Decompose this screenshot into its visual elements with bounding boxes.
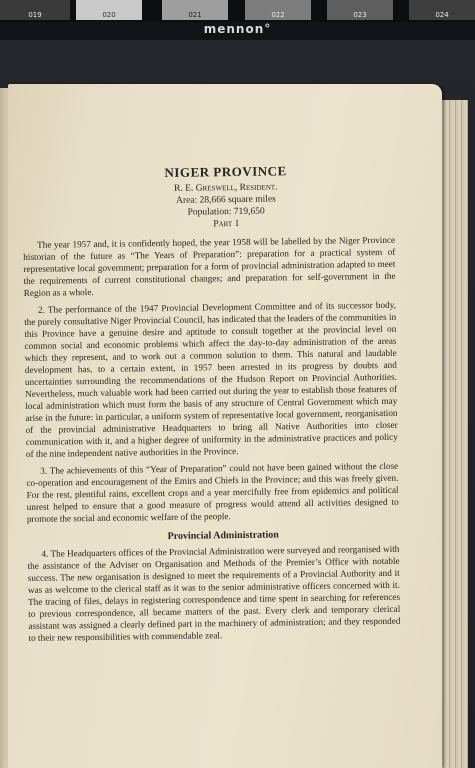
page-stack-edges — [440, 100, 468, 768]
document-meta — [22, 180, 395, 233]
paragraph-2: 2. The performance of the 1947 Provincial Development Committee and of its successor body, the purely consultative Niger Provincial Council, has indicated that the leaders of the communities in this Province have a genuine desire and aptitude to consult together at the provincial level on common social and economic problems which affect the day-to-day administration of the areas which they represent, and to work out a common solution to them. This natural and laudable development has, to a certain extent, in 1957 been arrested in its progress by doubts and uncertainties surrounding the recommendations of the Hudson Report on Provincial Authorities. Nevertheless, much valuable work had been carried out during the year to establish those features of local administration which must form the basis of any structure of Central Government which may arise in the future: in particular, a uniform system of representative local government, reorganisation of the provincial administrative Headquarters to bring all Native Authorities into closer communication with it, and a higher degree of uniformity in the administrative practices and policy of the nine independent native authorities in the Province. — [24, 299, 398, 459]
population-line: Population: 719,650 — [187, 206, 265, 218]
section-heading: Provincial Administration — [167, 529, 279, 543]
color-swatch-021: 021 — [162, 0, 228, 20]
color-swatch-024: 024 — [409, 0, 475, 20]
paragraph-3: 3. The achievements of this “Year of Preparation” could not have been gained without the close co-operation and encouragement of the Emirs and Chiefs in the Province; and this was freely given. For the rest, plentiful rains, excellent crops and a year mercifully free from epidemics and political unrest helped to ensure that a good measure of progress would attend all activities designed to promote the social and economic welfare of the people. — [26, 460, 399, 524]
area-line: Area: 28,666 square miles — [176, 194, 276, 206]
color-swatch-019: 019 — [0, 0, 70, 20]
part-line: Part 1 — [213, 218, 240, 230]
paragraph-1: The year 1957 and, it is confidently hoped, the year 1958 will be labelled by the Niger Province historian of the future as “The Years of Preparation”: preparation for a practical system of representative local government; preparation for a form of provincial administration adapted to meet the requirements of current constitutional changes; and preparation for self-government in the Region as a whole. — [23, 234, 396, 298]
color-swatch-023: 023 — [327, 0, 393, 20]
document-title: NIGER PROVINCE — [164, 163, 287, 181]
color-swatch-022: 022 — [245, 0, 311, 20]
color-swatch-020: 020 — [76, 0, 142, 20]
paragraph-4: 4. The Headquarters offices of the Provincial Administration were surveyed and reorganised with the assistance of the Adviser on Organisation and Methods of the Premier’s Office with notable success. The new organisation is designed to meet the requirements of a Provincial Authority and it was as welcome to the clerical staff as it was to the senior administrative officers concerned with it. The tracing of files, delays in registering correspondence and time spent in searching for references to previous correspondence, all became matters of the past. Every clerk and temporary clerical assistant was assigned a clearly defined part in the machinery of administration; and they responded to their new responsibilities with commendable zeal. — [27, 543, 401, 643]
brand-logo: mennon° — [203, 22, 272, 36]
resident-line: R. E. Greswell, Resident. — [174, 182, 278, 194]
color-calibration-strip — [0, 0, 475, 24]
document-content — [22, 162, 401, 649]
